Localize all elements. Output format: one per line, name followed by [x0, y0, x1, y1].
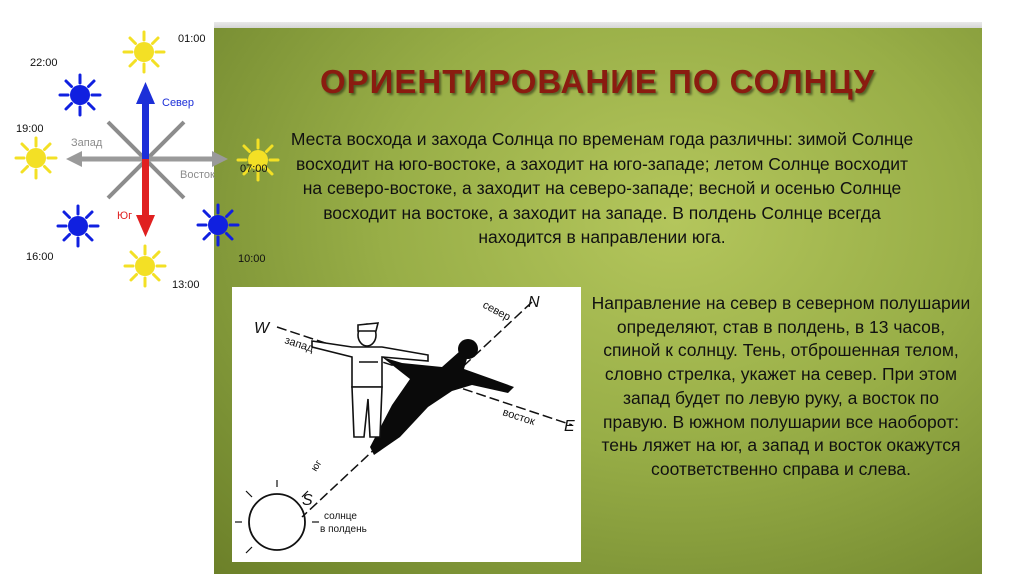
sun-blue-1600	[58, 206, 98, 246]
shadow-orientation-illustration	[232, 287, 581, 562]
south-word: юг	[309, 458, 325, 474]
body-shadow	[370, 351, 514, 455]
north-arrow	[142, 100, 149, 160]
sun-caption-line1: солнце	[324, 511, 357, 522]
north-label: Север	[162, 97, 195, 109]
south-letter: S	[302, 492, 313, 509]
slide-title: ОРИЕНТИРОВАНИЕ ПО СОЛНЦУ	[320, 63, 876, 100]
paragraph-north-direction: Направление на север в северном полушарии определяют, став в полдень, в 13 часов, спиной к солнцу. Тень, отброшенная телом, словно стрелка, укажет на север. При этом запад будет по левую руку, а восток по правую. В южном полушарии все наоборот: тень ляжет на юг, а запад и восток окажутся соответственно справа и слева.	[591, 293, 971, 479]
shadow-head	[458, 339, 478, 359]
sun-blue-2200	[60, 75, 100, 115]
east-arrowhead	[212, 151, 228, 167]
north-letter: N	[528, 294, 540, 311]
sun-yellow-0100	[124, 32, 164, 72]
south-arrow	[142, 159, 149, 221]
time-label-0700: 07:00	[240, 163, 268, 175]
north-word: север	[480, 299, 513, 324]
sun-compass-diagram	[0, 20, 280, 300]
sun-yellow-1300	[125, 246, 165, 286]
south-arrowhead	[136, 215, 155, 237]
sun-at-noon	[235, 480, 319, 553]
paragraph-sunrise-sunset: Места восхода и захода Солнца по временам года различны: зимой Солнце восходит на юго-востоке, а заходит на юго-западе; летом Солнце восходит на северо-востоке, а заходит на северо-западе; весной и осенью Солнце восходит на востоке, а заходит на западе. В полдень Солнце всегда находится в направлении юга.	[290, 129, 914, 247]
time-label-1000: 10:00	[238, 253, 266, 265]
west-word: запад	[283, 334, 315, 356]
west-label: Запад	[71, 137, 103, 149]
west-arrowhead	[66, 151, 82, 167]
east-letter: E	[564, 418, 575, 435]
time-label-1900: 19:00	[16, 123, 44, 135]
time-label-0100: 01:00	[178, 33, 206, 45]
sun-caption-line2: в полдень	[320, 524, 367, 535]
time-label-2200: 22:00	[30, 57, 58, 69]
time-label-1600: 16:00	[26, 251, 54, 263]
sun-yellow-1900	[16, 138, 56, 178]
east-label: Восток	[180, 169, 215, 181]
south-label: Юг	[117, 210, 133, 222]
north-arrowhead	[136, 82, 155, 104]
sun-blue-1000	[198, 205, 238, 245]
west-letter: W	[254, 320, 270, 337]
east-word: восток	[501, 406, 537, 429]
time-label-1300: 13:00	[172, 279, 200, 291]
